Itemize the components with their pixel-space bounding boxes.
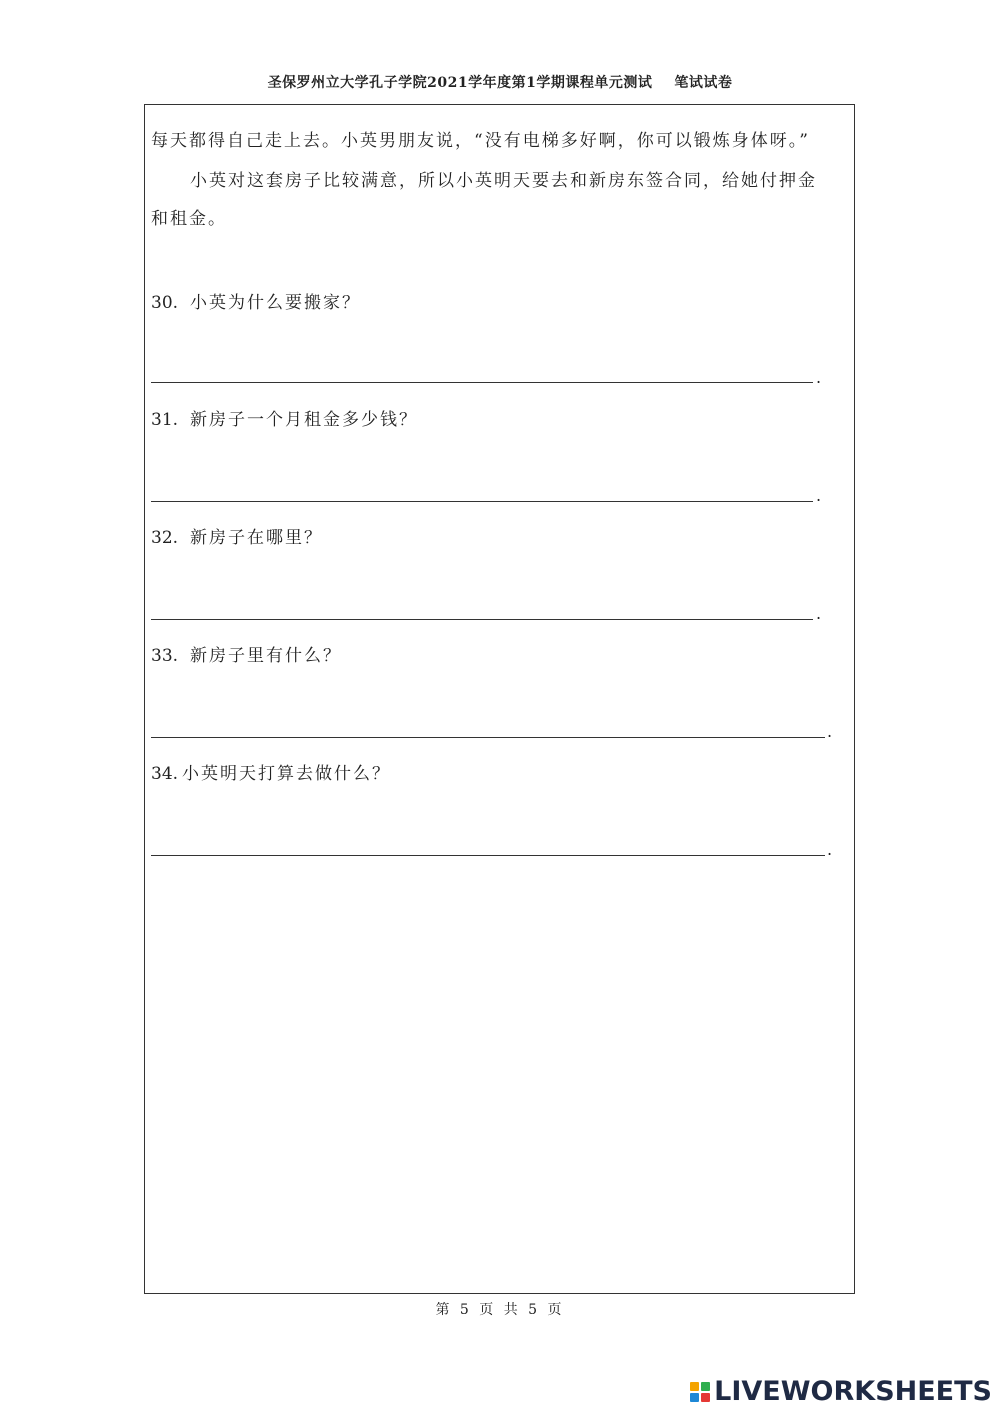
- liveworksheets-brand[interactable]: [690, 1376, 992, 1407]
- question-31: [151, 405, 418, 430]
- logo-square-1: [690, 1382, 699, 1391]
- question-number: 34.: [151, 764, 179, 784]
- passage-line-1: 每天都得自己走上去。小英男朋友说，“没有电梯多好啊，你可以锻炼身体呀。”: [151, 131, 810, 151]
- logo-square-4: [701, 1393, 710, 1402]
- question-number: 33.: [151, 646, 179, 666]
- answer-terminator: .: [816, 604, 822, 623]
- worksheet-frame: [144, 104, 855, 1294]
- question-number: 31.: [151, 410, 179, 430]
- question-number: 32.: [151, 528, 179, 548]
- liveworksheets-logo-icon: [690, 1382, 710, 1402]
- answer-input-32[interactable]: [151, 597, 813, 620]
- logo-square-2: [701, 1382, 710, 1391]
- question-30: [151, 288, 361, 313]
- question-text: 新房子一个月租金多少钱？: [190, 410, 419, 430]
- question-text: 小英为什么要搬家？: [190, 293, 362, 313]
- question-33: [151, 641, 342, 666]
- question-text: 小英明天打算去做什么？: [182, 764, 392, 784]
- brand-name: LIVEWORKSHEETS: [714, 1376, 992, 1407]
- answer-terminator: .: [827, 722, 833, 741]
- answer-input-34[interactable]: [151, 833, 825, 856]
- question-number: 30.: [151, 293, 179, 313]
- answer-input-30[interactable]: [151, 360, 813, 383]
- passage-line-3: 和租金。: [151, 209, 227, 229]
- header-title: 圣保罗州立大学孔子学院2021学年度第1学期课程单元测试: [267, 75, 653, 91]
- answer-input-33[interactable]: [151, 715, 825, 738]
- answer-terminator: .: [816, 368, 822, 387]
- passage-line-2: 小英对这套房子比较满意，所以小英明天要去和新房东签合同，给她付押金: [190, 171, 817, 191]
- page-header: [0, 72, 1000, 92]
- header-subtitle: 笔试试卷: [674, 75, 733, 91]
- answer-terminator: .: [827, 840, 833, 859]
- page-footer: 第 5 页 共 5 页: [435, 1302, 565, 1318]
- answer-input-31[interactable]: [151, 479, 813, 502]
- question-32: [151, 523, 323, 548]
- answer-terminator: .: [816, 486, 822, 505]
- logo-square-3: [690, 1393, 699, 1402]
- question-34: [151, 759, 391, 784]
- question-text: 新房子里有什么？: [190, 646, 343, 666]
- question-text: 新房子在哪里？: [190, 528, 324, 548]
